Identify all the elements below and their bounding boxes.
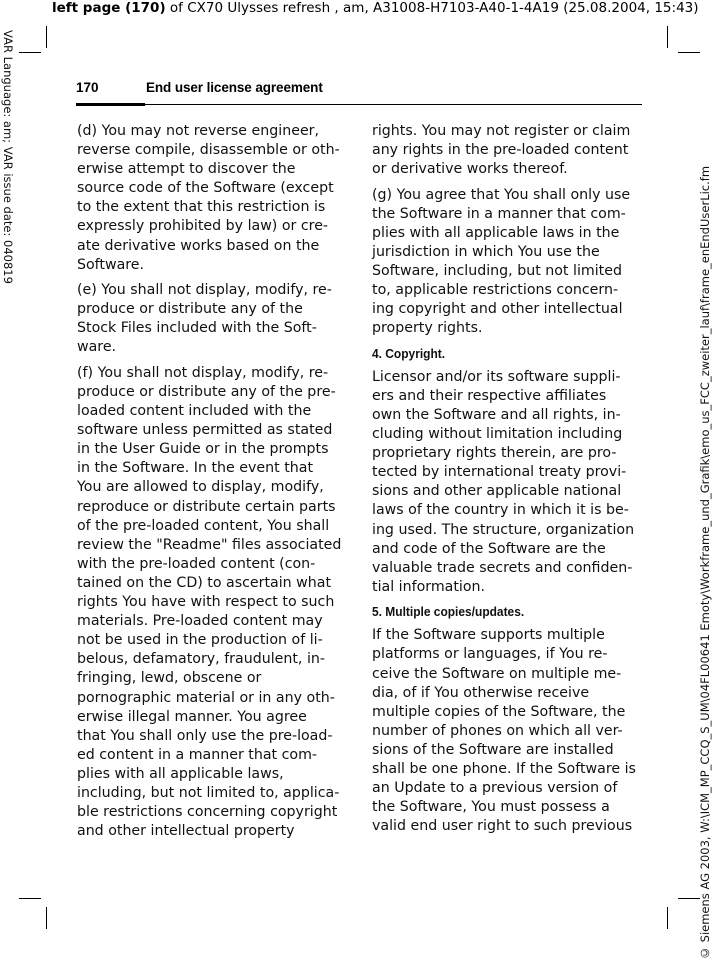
paragraph-e: (e) You shall not display, modify, re- produce or distribute any of the Stock Files included with the Soft- ware. [77, 282, 332, 356]
crop-mark [46, 907, 47, 929]
header-rule-thick [76, 103, 145, 106]
banner-page-label: left page (170) [52, 0, 166, 16]
paragraph-f-continued: rights. You may not register or claim any rights in the pre-loaded content or derivative works thereof. [372, 123, 631, 178]
header-rule [145, 104, 642, 105]
crop-mark [19, 898, 41, 899]
section-heading-multiple-copies: 5. Multiple copies/updates. [372, 604, 525, 620]
paragraph-d: (d) You may not reverse engineer, reverse compile, disassemble or oth- erwise attempt to discover the source code of the Software (except to the extent that this restriction is expressly prohibited by law) or cre- ate derivative works based on the Software. [77, 123, 340, 273]
page-number: 170 [76, 80, 99, 95]
page-header [76, 80, 642, 108]
section-heading-copyright: 4. Copyright. [372, 345, 446, 361]
left-column [77, 122, 345, 848]
paragraph-f: (f) You shall not display, modify, re- produce or distribute any of the pre- loaded content included with the software unless permitted as stated in the User Guide or in the prompts in the Software. In the event that You are allowed to display, modify, reproduce or distribute certain parts of the pre-loaded content, You shall review the "Readme" files associated with the pre-loaded content (con- tained on the CD) to ascertain what rights You have with respect to such materials. Pre-loaded content may not be used in the production of li- belous, defamatory, fraudulent, in- fringing, lewd, obscene or pornographic material or in any oth- erwise illegal manner. You agree that You shall only use the pre-load- ed content in a manner that com- plies with all applicable laws, including, but not limited to, applica- ble restrictions concerning copyright and other intellectual property [77, 364, 342, 840]
var-language-note: VAR Language: am; VAR issue date: 040819 [1, 30, 15, 284]
crop-mark [667, 907, 668, 929]
banner-document-info: of CX70 Ulysses refresh , am, A31008-H7103-A40-1-4A19 (25.08.2004, 15:43) [165, 0, 699, 16]
crop-mark [19, 52, 41, 53]
paragraph-copyright: Licensor and/or its software suppli- ers and their respective affiliates own the Software and all rights, in- cluding without limitation including proprietary rights therein, are pro- tected by international treaty provi- sions and other applicable national laws of the country in which it is be- ing used. The structure, organization and code of the Software are the valuable trade secrets and confiden- tial information. [372, 368, 635, 595]
right-column [372, 122, 640, 843]
file-path-note: © Siemens AG 2003, W:\ICM_MP_CCQ_S_UM\04FL00641 Emoty\Workframe_und_Grafik\emo_us_FCC_zweiter_lauf\frame_enEndUserLic.fm [698, 165, 712, 960]
paragraph-g: (g) You agree that You shall only use the Software in a manner that com- plies with all applicable laws in the jurisdiction in which You use the Software, including, but not limited to, applicable restrictions concern- ing copyright and other intellectual property rights. [372, 186, 631, 337]
crop-mark [678, 52, 700, 53]
crop-mark [46, 26, 47, 48]
print-banner [52, 0, 715, 17]
paragraph-multiple-copies: If the Software supports multiple platforms or languages, if You re- ceive the Software on multiple me- dia, of if You otherwise receive multiple copies of the Software, the number of phones on which all ver- sions of the Software are installed shall be one phone. If the Software is an Update to a previous version of the Software, You must possess a valid end user right to such previous [372, 627, 636, 835]
page-title: End user license agreement [146, 80, 323, 95]
crop-mark [667, 26, 668, 48]
